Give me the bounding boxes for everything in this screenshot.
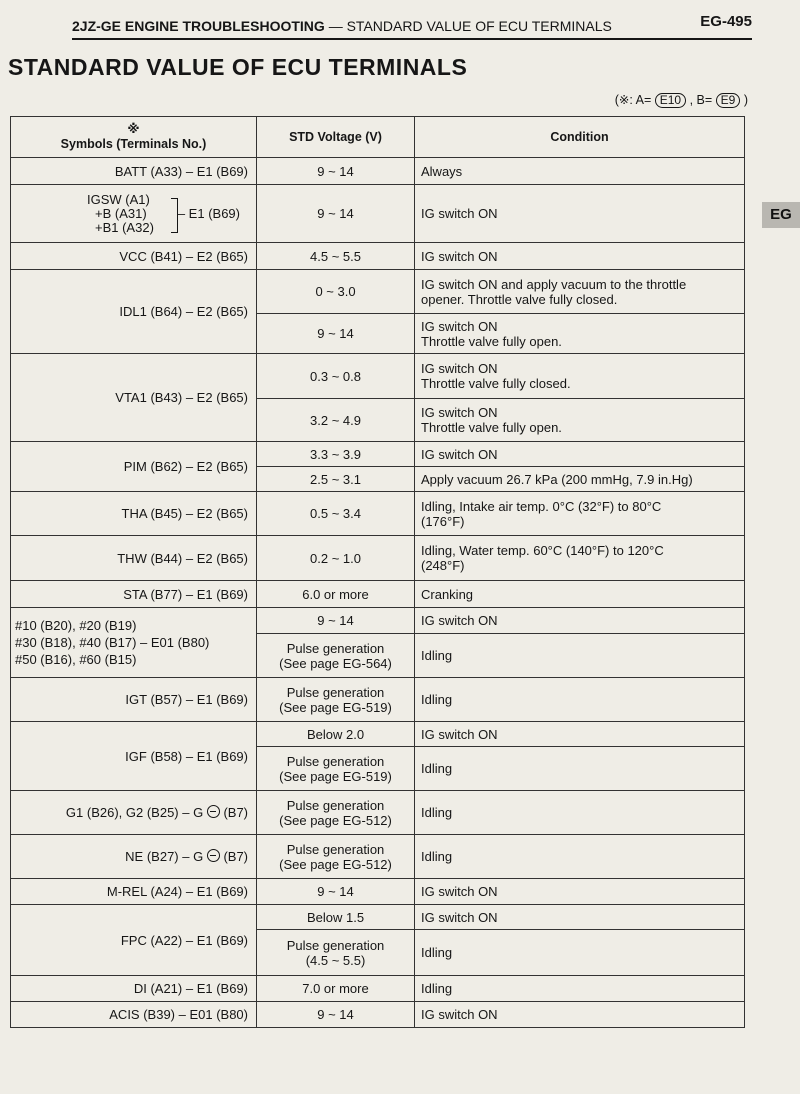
symbol-cell: #10 (B20), #20 (B19) #30 (B18), #40 (B17) – E01 (B80) #50 (B16), #60 (B15) xyxy=(11,608,257,678)
condition-cell: Idling xyxy=(415,835,745,879)
table-row xyxy=(11,185,745,243)
page-header xyxy=(72,14,752,40)
symbol-cell: DI (A21) – E1 (B69) xyxy=(11,976,257,1002)
symbol-cell: NE (B27) – G (B7) xyxy=(11,835,257,879)
voltage-cell: 3.2 ~ 4.9 xyxy=(257,399,415,442)
voltage-cell: Pulse generation (See page EG-519) xyxy=(257,678,415,722)
voltage-cell: Below 2.0 xyxy=(257,722,415,747)
table-row xyxy=(11,354,745,399)
symbol-cell: FPC (A22) – E1 (B69) xyxy=(11,905,257,976)
symbol-cell: THW (B44) – E2 (B65) xyxy=(11,536,257,581)
symbol-cell: IGF (B58) – E1 (B69) xyxy=(11,722,257,791)
symbol-cell: VCC (B41) – E2 (B65) xyxy=(11,243,257,270)
ground-minus-icon xyxy=(207,849,220,862)
voltage-cell: 9 ~ 14 xyxy=(257,879,415,905)
condition-cell: IG switch ON Throttle valve fully open. xyxy=(415,399,745,442)
table-row xyxy=(11,492,745,536)
header-title: 2JZ-GE ENGINE TROUBLESHOOTING xyxy=(72,18,325,34)
voltage-cell: 6.0 or more xyxy=(257,581,415,608)
condition-cell: IG switch ON xyxy=(415,722,745,747)
symbol-cell: ACIS (B39) – E01 (B80) xyxy=(11,1002,257,1028)
voltage-cell: 0.3 ~ 0.8 xyxy=(257,354,415,399)
table-row xyxy=(11,722,745,747)
ground-minus-icon xyxy=(207,805,220,818)
table-row xyxy=(11,905,745,930)
table-row xyxy=(11,678,745,722)
condition-cell: Idling, Water temp. 60°C (140°F) to 120°C (248°F) xyxy=(415,536,745,581)
condition-cell: Always xyxy=(415,158,745,185)
symbol-cell: IGSW (A1) +B (A31) +B1 (A32) – E1 (B69) xyxy=(11,185,257,243)
condition-cell: IG switch ON xyxy=(415,905,745,930)
connector-b-badge: E9 xyxy=(716,93,741,108)
voltage-cell: 9 ~ 14 xyxy=(257,158,415,185)
page-number: EG-495 xyxy=(700,13,752,30)
table-row xyxy=(11,1002,745,1028)
voltage-cell: 2.5 ~ 3.1 xyxy=(257,467,415,492)
condition-cell: Idling xyxy=(415,930,745,976)
condition-cell: Idling xyxy=(415,791,745,835)
condition-cell: IG switch ON xyxy=(415,442,745,467)
symbol-cell: VTA1 (B43) – E2 (B65) xyxy=(11,354,257,442)
condition-cell: IG switch ON Throttle valve fully open. xyxy=(415,314,745,354)
voltage-cell: 0.5 ~ 3.4 xyxy=(257,492,415,536)
table-row xyxy=(11,879,745,905)
voltage-cell: 0 ~ 3.0 xyxy=(257,270,415,314)
condition-cell: IG switch ON xyxy=(415,185,745,243)
condition-cell: Idling, Intake air temp. 0°C (32°F) to 80°C (176°F) xyxy=(415,492,745,536)
condition-cell: IG switch ON and apply vacuum to the throttle opener. Throttle valve fully closed. xyxy=(415,270,745,314)
table-row xyxy=(11,791,745,835)
condition-cell: Cranking xyxy=(415,581,745,608)
symbol-cell: M-REL (A24) – E1 (B69) xyxy=(11,879,257,905)
condition-cell: Idling xyxy=(415,634,745,678)
voltage-cell: Pulse generation (See page EG-512) xyxy=(257,791,415,835)
header-subtitle: — STANDARD VALUE OF ECU TERMINALS xyxy=(324,18,612,34)
symbol-cell: PIM (B62) – E2 (B65) xyxy=(11,442,257,492)
table-row xyxy=(11,835,745,879)
table-row xyxy=(11,608,745,634)
voltage-cell: 9 ~ 14 xyxy=(257,185,415,243)
condition-cell: Idling xyxy=(415,678,745,722)
voltage-cell: 0.2 ~ 1.0 xyxy=(257,536,415,581)
voltage-cell: Pulse generation (See page EG-512) xyxy=(257,835,415,879)
voltage-cell: 9 ~ 14 xyxy=(257,1002,415,1028)
ecu-terminals-table xyxy=(10,116,745,1028)
table-row xyxy=(11,536,745,581)
symbol-cell: BATT (A33) – E1 (B69) xyxy=(11,158,257,185)
symbol-cell: STA (B77) – E1 (B69) xyxy=(11,581,257,608)
connector-a-badge: E10 xyxy=(655,93,686,108)
column-header-condition: Condition xyxy=(415,117,745,158)
table-row xyxy=(11,581,745,608)
voltage-cell: 9 ~ 14 xyxy=(257,314,415,354)
condition-cell: IG switch ON xyxy=(415,608,745,634)
symbol-cell: IDL1 (B64) – E2 (B65) xyxy=(11,270,257,354)
table-row xyxy=(11,976,745,1002)
condition-cell: IG switch ON Throttle valve fully closed. xyxy=(415,354,745,399)
symbol-cell: G1 (B26), G2 (B25) – G (B7) xyxy=(11,791,257,835)
terminal-note: (※: A= E10 , B= E9 ) xyxy=(614,93,748,107)
voltage-cell: 4.5 ~ 5.5 xyxy=(257,243,415,270)
table-row xyxy=(11,243,745,270)
voltage-cell: 3.3 ~ 3.9 xyxy=(257,442,415,467)
voltage-cell: Pulse generation (See page EG-519) xyxy=(257,747,415,791)
voltage-cell: Below 1.5 xyxy=(257,905,415,930)
table-header-row xyxy=(11,117,745,158)
condition-cell: Idling xyxy=(415,976,745,1002)
voltage-cell: Pulse generation (See page EG-564) xyxy=(257,634,415,678)
symbol-cell: THA (B45) – E2 (B65) xyxy=(11,492,257,536)
page-title: STANDARD VALUE OF ECU TERMINALS xyxy=(8,54,468,80)
symbol-cell: IGT (B57) – E1 (B69) xyxy=(11,678,257,722)
condition-cell: IG switch ON xyxy=(415,879,745,905)
condition-cell: IG switch ON xyxy=(415,1002,745,1028)
condition-cell: IG switch ON xyxy=(415,243,745,270)
section-tab-eg[interactable]: EG xyxy=(762,202,800,228)
voltage-cell: 9 ~ 14 xyxy=(257,608,415,634)
table-row xyxy=(11,158,745,185)
condition-cell: Idling xyxy=(415,747,745,791)
voltage-cell: 7.0 or more xyxy=(257,976,415,1002)
voltage-cell: Pulse generation (4.5 ~ 5.5) xyxy=(257,930,415,976)
table-row xyxy=(11,270,745,314)
condition-cell: Apply vacuum 26.7 kPa (200 mmHg, 7.9 in.Hg) xyxy=(415,467,745,492)
column-header-voltage: STD Voltage (V) xyxy=(257,117,415,158)
column-header-symbols: ※ Symbols (Terminals No.) xyxy=(11,117,257,158)
table-row xyxy=(11,442,745,467)
